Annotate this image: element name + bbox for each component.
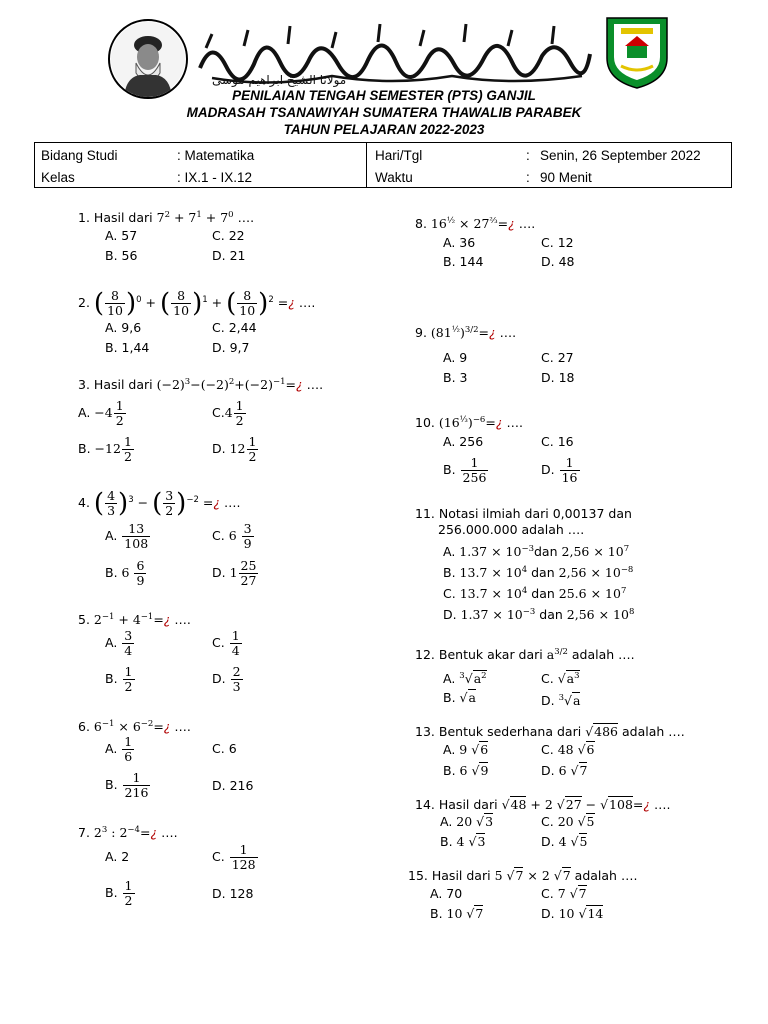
portrait-icon	[108, 19, 188, 99]
option-9b[interactable]: B. 3	[443, 370, 468, 385]
exam-info-table	[34, 142, 732, 188]
option-11d[interactable]: D. $1.37 \times 10^{-3}$ dan $2,56 \times 10^8$	[443, 607, 635, 623]
question-3: 3. Hasil dari $(-2)^3-(-2)^2+(-2)^{-1}=¿$ ….	[78, 377, 324, 393]
subject-label: Bidang Studi	[41, 148, 118, 163]
option-13d[interactable]: D. 6 √7	[541, 763, 588, 778]
question-8: 8. $16^{\frac{1}{2}}$ × $27^{\frac{2}{3}}=¿$ ….	[415, 216, 536, 232]
option-10d[interactable]: D. $\frac{1}{16}$	[541, 455, 578, 485]
option-15c[interactable]: C. 7 √7	[541, 886, 587, 901]
option-3b[interactable]: B. −12 $\frac{1}{2}$	[78, 434, 132, 464]
option-8c[interactable]: C. 12	[541, 235, 574, 250]
day-value: Senin, 26 September 2022	[540, 148, 701, 163]
option-2c[interactable]: C. 2,44	[212, 320, 257, 335]
option-1a[interactable]: A. 57	[105, 228, 138, 243]
option-4a[interactable]: A. $\frac{13}{108}$	[105, 521, 149, 551]
regional-emblem-icon	[603, 14, 671, 90]
question-12: 12. Bentuk akar dari $a^{3/2}$ adalah ….	[415, 647, 635, 663]
question-11: 11. Notasi ilmiah dari 0,00137 dan	[415, 506, 632, 521]
question-1: 1. Hasil dari $7^2 + 7^1 + 7^0$ ….	[78, 210, 255, 226]
question-6: 6. $6^{-1}$ × $6^{-2}=¿$ ….	[78, 719, 191, 735]
option-2a[interactable]: A. 9,6	[105, 320, 142, 335]
option-1b[interactable]: B. 56	[105, 248, 138, 263]
option-8b[interactable]: B. 144	[443, 254, 484, 269]
arabic-calligraphy	[192, 18, 596, 90]
time-label: Waktu	[375, 170, 413, 185]
day-label: Hari/Tgl	[375, 148, 423, 163]
option-11c[interactable]: C. $13.7 \times 10^4$ dan $25.6 \times 10^7$	[443, 586, 627, 602]
option-8d[interactable]: D. 48	[541, 254, 575, 269]
class-label: Kelas	[41, 170, 75, 185]
day-colon: :	[526, 148, 530, 163]
option-8a[interactable]: A. 36	[443, 235, 476, 250]
option-11a[interactable]: A. $1.37 \times 10^{-3}dan$ $2,56 \times 10^7$	[443, 544, 630, 560]
option-7d[interactable]: D. 128	[212, 886, 254, 901]
option-5d[interactable]: D. $\frac{2}{3}$	[212, 664, 241, 694]
option-1d[interactable]: D. 21	[212, 248, 246, 263]
option-5a[interactable]: A. $\frac{3}{4}$	[105, 628, 133, 658]
option-13b[interactable]: B. 6 √9	[443, 763, 489, 778]
option-3d[interactable]: D. 12 $\frac{1}{2}$	[212, 434, 257, 464]
time-value: 90 Menit	[540, 170, 592, 185]
option-10c[interactable]: C. 16	[541, 434, 574, 449]
question-4: 4. ( $\frac{4}{3}$ )$^3$ − ( $\frac{3}{2}$ )$^{-2}$ =¿ ….	[78, 488, 241, 519]
option-2b[interactable]: B. 1,44	[105, 340, 150, 355]
question-2: 2. ( $\frac{8}{10}$ )$^0$ + ( $\frac{8}{10}$ )$^1$ + ( $\frac{8}{10}$ )$^2$ =¿ ….	[78, 288, 316, 319]
option-15b[interactable]: B. 10 √7	[430, 906, 484, 921]
option-12c[interactable]: C. $√a^3$	[541, 671, 580, 687]
option-13a[interactable]: A. 9 √6	[443, 742, 489, 757]
option-9c[interactable]: C. 27	[541, 350, 574, 365]
option-13c[interactable]: C. 48 √6	[541, 742, 595, 757]
option-6c[interactable]: C. 6	[212, 741, 237, 756]
option-12b[interactable]: B. √a	[443, 690, 476, 705]
option-14d[interactable]: D. 4 √5	[541, 834, 588, 849]
question-14: 14. Hasil dari √48 + 2 √27 − √108=¿ ….	[415, 797, 671, 812]
option-6b[interactable]: B. $\frac{1}{216}$	[105, 770, 149, 800]
school-name: MADRASAH TSANAWIYAH SUMATERA THAWALIB PARABEK	[186, 105, 582, 120]
question-5: 5. $2^{-1}$ + $4^{-1}=¿$ ….	[78, 612, 191, 628]
option-1c[interactable]: C. 22	[212, 228, 245, 243]
option-3c[interactable]: C.4 $\frac{1}{2}$	[212, 398, 244, 428]
exam-title: PENILAIAN TENGAH SEMESTER (PTS) GANJIL	[232, 88, 536, 103]
option-12d[interactable]: D. $^3$√a	[541, 693, 581, 709]
option-14b[interactable]: B. 4 √3	[440, 834, 486, 849]
question-10: 10. $(16^{\frac{1}{3}})^{-6}=¿$ ….	[415, 415, 523, 431]
class-value: : IX.1 - IX.12	[177, 170, 253, 185]
option-6d[interactable]: D. 216	[212, 778, 254, 793]
option-14a[interactable]: A. 20 √3	[440, 814, 494, 829]
question-9: 9. $(81^{\frac{1}{2}})^{3/2}=¿$ ….	[415, 325, 517, 341]
question-11-line2: 256.000.000 adalah ….	[438, 522, 585, 537]
option-9a[interactable]: A. 9	[443, 350, 468, 365]
option-12a[interactable]: A. $^3√a^2$	[443, 671, 487, 687]
option-3a[interactable]: A. −4 $\frac{1}{2}$	[78, 398, 124, 428]
subject-value: : Matematika	[177, 148, 255, 163]
time-colon: :	[526, 170, 530, 185]
option-6a[interactable]: A. $\frac{1}{6}$	[105, 734, 133, 764]
option-5c[interactable]: C. $\frac{1}{4}$	[212, 628, 240, 658]
option-5b[interactable]: B. $\frac{1}{2}$	[105, 664, 133, 694]
academic-year: TAHUN PELAJARAN 2022-2023	[283, 122, 485, 137]
question-13: 13. Bentuk sederhana dari √486 adalah ….	[415, 724, 685, 739]
option-15d[interactable]: D. 10 √14	[541, 906, 604, 921]
option-7a[interactable]: A. 2	[105, 849, 130, 864]
option-10a[interactable]: A. 256	[443, 434, 484, 449]
question-15: 15. Hasil dari 5 √7 × 2 √7 adalah ….	[408, 868, 638, 883]
option-7b[interactable]: B. $\frac{1}{2}$	[105, 878, 133, 908]
option-14c[interactable]: C. 20 √5	[541, 814, 595, 829]
option-11b[interactable]: B. $13.7 \times 10^4$ dan $2,56 \times 10^{-8}$	[443, 565, 634, 581]
option-4c[interactable]: C. 6 $\frac{3}{9}$	[212, 521, 252, 551]
option-15a[interactable]: A. 70	[430, 886, 463, 901]
option-9d[interactable]: D. 18	[541, 370, 575, 385]
table-divider	[366, 143, 367, 187]
option-7c[interactable]: C. $\frac{1}{128}$	[212, 842, 256, 872]
option-4b[interactable]: B. 6 $\frac{6}{9}$	[105, 558, 145, 588]
option-10b[interactable]: B. $\frac{1}{256}$	[443, 455, 487, 485]
svg-text:مولانا الشيخ ابراهيم موسى: مولانا الشيخ ابراهيم موسى	[212, 73, 347, 87]
option-2d[interactable]: D. 9,7	[212, 340, 250, 355]
option-4d[interactable]: D. 1 $\frac{25}{27}$	[212, 558, 257, 588]
question-7: 7. $2^3$ : $2^{-4}=¿$ ….	[78, 825, 178, 841]
